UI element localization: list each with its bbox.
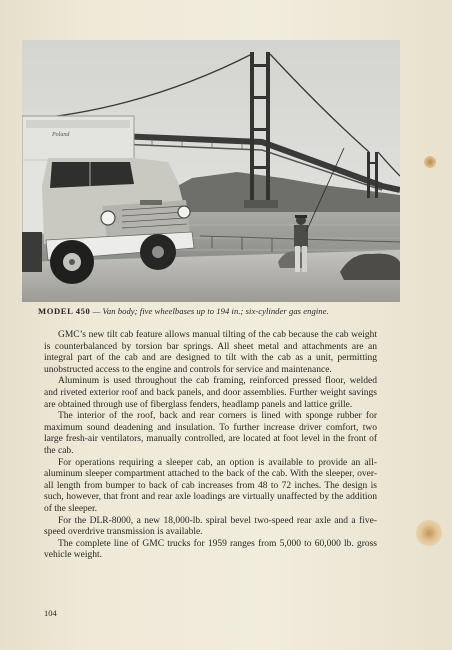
article-body xyxy=(44,330,377,562)
truck-body-label: Poland xyxy=(52,132,70,138)
paragraph-aluminum: Aluminum is used throughout the cab framing, reinforced pressed floor, welded and riveted exterior roof and back panels, and door assemblies. Further weight savings are obtained through use of fiberglass fenders, headlamp panels and lattice grille. xyxy=(44,376,377,410)
paper-stain xyxy=(416,520,442,546)
paper-stain xyxy=(424,156,436,168)
page-number: 104 xyxy=(44,608,57,618)
paragraph-sleeper-cab: For operations requiring a sleeper cab, an option is available to provide an all-aluminum sleeper compartment attached to the back of the cab. With the sleeper, over-all length from bumper to back of cab increases from 48 to 72 inches. The design is such, however, that front and rear axle loadings are virtually unaffected by the addition of the sleeper. xyxy=(44,457,377,514)
truck-photo xyxy=(22,40,400,302)
photo-caption xyxy=(38,306,398,316)
paragraph-tilt-cab: GMC’s new tilt cab feature allows manual tilting of the cab because the cab weight is counterbalanced by torsion bar springs. All sheet metal and attachments are an integral part of the cab and are designed to tilt with the cab as a unit, permitting unobstructed access to the engine and controls for service and maintenance. xyxy=(44,330,377,375)
paragraph-interior: The interior of the roof, back and rear corners is lined with sponge rubber for maximum sound deadening and insulation. To further increase driver comfort, two large fresh-air ventilators, manually controlled, are located at foot level in the front of the cab. xyxy=(44,411,377,456)
paragraph-gvw-range: The complete line of GMC trucks for 1959 ranges from 5,000 to 60,000 lb. gross vehicle weight. xyxy=(44,538,377,561)
caption-model: MODEL 450 xyxy=(38,306,91,316)
caption-description: — Van body; five wheelbases up to 194 in.; six-cylinder gas engine. xyxy=(90,306,329,316)
paragraph-dlr-8000: For the DLR-8000, a new 18,000-lb. spiral bevel two-speed rear axle and a five-speed overdrive transmission is available. xyxy=(44,515,377,538)
